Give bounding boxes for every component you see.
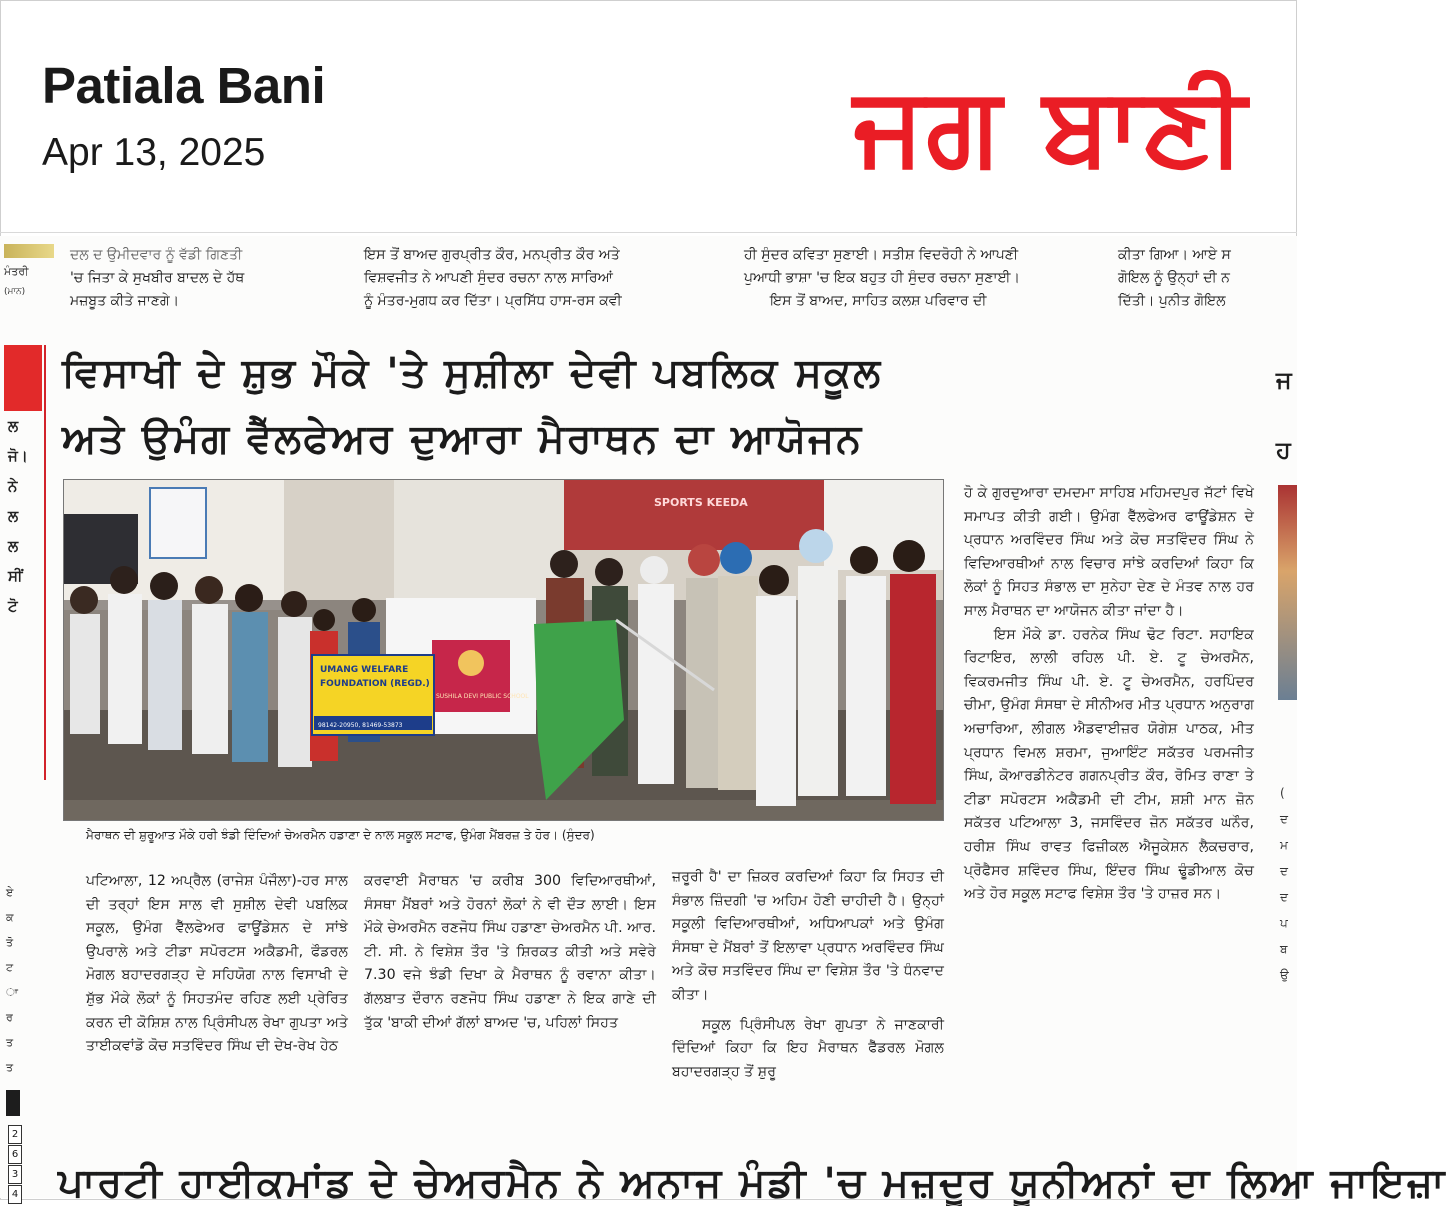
left-margin-fragments [6,880,20,1080]
article-text: ਹੋ ਕੇ ਗੁਰਦੁਆਰਾ ਦਮਦਮਾ ਸਾਹਿਬ ਮਹਿਮਦਪੁਰ ਜੱਟਾਂ ਵਿਖੇ ਸਮਾਪਤ ਕੀਤੀ ਗਈ। ਉਮੰਗ ਵੈੱਲਫੇਅਰ ਫਾਊਂਡੇਸ਼ਨ ਦੇ ਪ੍ਰਧਾਨ ਅਰਵਿੰਦਰ ਸਿੰਘ ਅਤੇ ਕੋਚ ਸਤਵਿੰਦਰ ਸਿੰਘ ਨੇ ਵਿਦਿਆਰਥੀਆਂ ਨਾਲ ਵਿਚਾਰ ਸਾਂਝੇ ਕਰਦਿਆਂ ਕਿਹਾ ਕਿ ਲੋਕਾਂ ਨੂੰ ਸਿਹਤ ਸੰਭਾਲ ਦਾ ਸੁਨੇਹਾ ਦੇਣ ਦੇ ਮੰਤਵ ਨਾਲ ਹਰ ਸਾਲ ਮੈਰਾਥਨ ਦਾ ਆਯੋਜਨ ਕੀਤਾ ਜਾਂਦਾ ਹੈ। [964,485,1254,619]
building-middle [394,480,564,600]
sports-banner-text: SPORTS KEEDA [654,496,748,509]
strip-word: ਸੀਂ [8,567,23,585]
text-line: ਇਸ ਤੋਂ ਬਾਅਦ, ਸਾਹਿਤ ਕਲਸ਼ ਪਰਿਵਾਰ ਦੀ [770,293,987,309]
margin-char: ਾ [6,986,18,999]
page-number: 2 [8,1125,22,1144]
margin-char: ਰ [6,1011,13,1024]
page-number: 4 [8,1185,22,1204]
photo-caption: ਮੈਰਾਥਨ ਦੀ ਸ਼ੁਰੂਆਤ ਮੌਕੇ ਹਰੀ ਝੰਡੀ ਦਿੰਦਿਆਂ ਚੇਅਰਮੈਨ ਹਡਾਣਾ ਦੇ ਨਾਲ ਸਕੂਲ ਸਟਾਫ, ਉਮੰਗ ਮੈਂਬਰਜ਼ ਤੇ ਹੋਰ। (ਸੁੰਦਰ) [86,828,595,842]
side-label-line: ਮੰਤਰੀ [4,265,29,278]
article-text: ਸਕੂਲ ਪ੍ਰਿੰਸੀਪਲ ਰੇਖਾ ਗੁਪਤਾ ਨੇ ਜਾਣਕਾਰੀ ਦਿੰਦਿਆਂ ਕਿਹਾ ਕਿ ਇਹ ਮੈਰਾਥਨ ਫੈੱਡਰਲ ਮੋਗਲ ਬਹਾਦਰਗੜ੍ਹ ਤੋਂ ਸ਼ੁਰੂ [672,1016,944,1080]
sports-banner [564,480,824,550]
strip-word: ਜੋ। [8,447,28,465]
margin-char: ਪ [1280,916,1288,930]
side-photo-fragment [4,244,54,258]
margin-char: ( [1280,786,1285,800]
newspaper-masthead-logo: ਜਗ ਬਾਣੀ [853,64,1248,189]
publication-date: Apr 13, 2025 [42,131,266,174]
strip-word: ਲ [8,507,19,525]
text-line: ਪੁਆਧੀ ਭਾਸ਼ਾ 'ਚ ਇਕ ਬਹੁਤ ਹੀ ਸੁੰਦਰ ਰਚਨਾ ਸੁਣਾਈ। [744,270,1020,286]
page-number: 6 [8,1145,22,1164]
right-adjacent-photo [1278,485,1297,700]
umang-banner-line-2: FOUNDATION (REGD.) [320,679,430,689]
right-adjacent-article-strip [1276,345,1297,485]
margin-char: ਟ [6,961,14,974]
building-right [824,480,943,570]
article-text: ਇਸ ਮੌਕੇ ਡਾ. ਹਰਨੇਕ ਸਿੰਘ ਢੋਟ ਰਿਟਾ. ਸਹਾਇਕ ਰਿਟਾਇਰ, ਲਾਲੀ ਰਹਿਲ ਪੀ. ਏ. ਟੂ ਚੇਅਰਮੈਨ, ਵਿਕਰਮਜੀਤ ਸਿੰਘ ਪੀ. ਏ. ਟੂ ਚੇਅਰਮੈਨ, ਹਰਪਿੰਦਰ ਚੀਮਾ, ਉਮੰਗ ਸੰਸਥਾ ਦੇ ਸੀਨੀਅਰ ਮੀਤ ਪ੍ਰਧਾਨ ਅਨੁਰਾਗ ਅਚਾਰਿਆ, ਲੀਗਲ ਐਡਵਾਈਜ਼ਰ ਯੋਗੇਸ਼ ਪਾਠਕ, ਮੀਤ ਪ੍ਰਧਾਨ ਵਿਮਲ ਸ਼ਰਮਾ, ਜੁਆਇੰਟ ਸਕੱਤਰ ਪਰਮਜੀਤ ਸਿੰਘ, ਕੋਆਰਡੀਨੇਟਰ ਗਗਨਪ੍ਰੀਤ ਕੌਰ, ਰੋਮਿਤ ਰਾਣਾ ਤੇ ਟੀਡਾ ਸਪੋਰਟਸ ਅਕੈਡਮੀ ਦੀ ਟੀਮ, ਸ਼ਸ਼ੀ ਮਾਨ ਜ਼ੋਨ ਸਕੱਤਰ ਪਟਿਆਲਾ 3, ਜਸਵਿੰਦਰ ਜ਼ੋਨ ਸਕੱਤਰ ਘਨੌਰ, ਹਰੀਸ਼ ਸਿੰਘ ਰਾਵਤ ਫਿਜ਼ੀਕਲ ਐਜੂਕੇਸ਼ਨ ਲੈਕਚਰਾਰ, ਪ੍ਰੋਫੈਸਰ ਸ਼ਵਿੰਦਰ ਸਿੰਘ, ਇੰਦਰ ਸਿੰਘ ਢੂੰਡੀਆਲ ਕੋਚ ਅਤੇ ਹੋਰ ਸਕੂਲ ਸਟਾਫ ਵਿਸ਼ੇਸ਼ ਤੌਰ 'ਤੇ ਹਾਜ਼ਰ ਸਨ। [964,626,1254,903]
headline-line-1: ਵਿਸਾਖੀ ਦੇ ਸ਼ੁਭ ਮੌਕੇ 'ਤੇ ਸੁਸ਼ੀਲਾ ਦੇਵੀ ਪਬਲਿਕ ਸਕੂਲ [62,350,883,396]
previous-article-column-4 [1118,244,1288,313]
text-line: ਗੋਇਲ ਨੂੰ ਉਨ੍ਹਾਂ ਦੀ ਨ [1118,270,1230,286]
school-logo [458,650,484,676]
margin-char: ਮ [1280,838,1288,852]
margin-char: ਤ [6,1061,14,1074]
page-number-boxes [8,1125,22,1205]
headline-line-2: ਅਤੇ ਉਮੰਗ ਵੈੱਲਫੇਅਰ ਦੁਆਰਾ ਮੈਰਾਥਨ ਦਾ ਆਯੋਜਨ [62,416,864,462]
margin-char: ਏ [6,886,14,899]
previous-article-column-3 [744,244,1098,313]
red-accent-block [4,345,42,411]
previous-article-side-label [4,262,28,302]
side-label-line: (ਮਾਨ) [4,287,26,297]
text-line: ਵਿਸ਼ਵਜੀਤ ਨੇ ਆਪਣੀ ਸੁੰਦਰ ਰਚਨਾ ਨਾਲ ਸਾਰਿਆਂ [364,270,613,286]
margin-char: ਦ [1280,890,1288,904]
page-number: 3 [8,1165,22,1184]
text-line: ਇਸ ਤੋਂ ਬਾਅਦ ਗੁਰਪ੍ਰੀਤ ਕੌਰ, ਮਨਪ੍ਰੀਤ ਕੌਰ ਅਤੇ [364,247,620,263]
article-text: ਕਰਵਾਈ ਮੈਰਾਥਨ 'ਚ ਕਰੀਬ 300 ਵਿਦਿਆਰਥੀਆਂ, ਸੰਸਥਾ ਮੈਂਬਰਾਂ ਅਤੇ ਹੋਰਨਾਂ ਲੋਕਾਂ ਨੇ ਵੀ ਦੌੜ ਲਾਈ। ਇਸ ਮੌਕੇ ਚੇਅਰਮੈਨ ਰਣਜੋਧ ਸਿੰਘ ਹਡਾਣਾ ਚੇਅਰਮੈਨ ਪੀ. ਆਰ. ਟੀ. ਸੀ. ਨੇ ਵਿਸ਼ੇਸ਼ ਤੌਰ 'ਤੇ ਸ਼ਿਰਕਤ ਕੀਤੀ ਅਤੇ ਸਵੇਰੇ 7.30 ਵਜੇ ਝੰਡੀ ਦਿਖਾ ਕੇ ਮੈਰਾਥਨ ਨੂੰ ਰਵਾਨਾ ਕੀਤਾ। ਗੱਲਬਾਤ ਦੌਰਾਨ ਰਣਜੋਧ ਸਿੰਘ ਹਡਾਣਾ ਨੇ ਇਕ ਗਾਣੇ ਦੀ ਤੁੱਕ 'ਬਾਕੀ ਦੀਆਂ ਗੱਲਾਂ ਬਾਅਦ 'ਚ, ਪਹਿਲਾਂ ਸਿਹਤ [364,873,656,1031]
strip-word: ਹ [1276,436,1291,464]
margin-char: ਤੋ [6,936,14,949]
left-adjacent-article-strip [4,345,46,780]
right-margin-fragments [1280,780,1296,988]
article-column-1 [86,870,348,1150]
article-text: ਜ਼ਰੂਰੀ ਹੈ' ਦਾ ਜ਼ਿਕਰ ਕਰਦਿਆਂ ਕਿਹਾ ਕਿ ਸਿਹਤ ਦੀ ਸੰਭਾਲ ਜ਼ਿੰਦਗੀ 'ਚ ਅਹਿਮ ਹੋਣੀ ਚਾਹੀਦੀ ਹੈ। ਉਨ੍ਹਾਂ ਸਕੂਲੀ ਵਿਦਿਆਰਥੀਆਂ, ਅਧਿਆਪਕਾਂ ਅਤੇ ਉਮੰਗ ਸੰਸਥਾ ਦੇ ਮੈਂਬਰਾਂ ਤੋਂ ਇਲਾਵਾ ਪ੍ਰਧਾਨ ਅਰਵਿੰਦਰ ਸਿੰਘ ਅਤੇ ਕੋਚ ਸਤਵਿੰਦਰ ਸਿੰਘ ਦਾ ਵਿਸ਼ੇਸ਼ ਤੌਰ 'ਤੇ ਧੰਨਵਾਦ ਕੀਤਾ। [672,869,944,1003]
header-divider [0,232,1297,233]
article-column-4 [964,482,1254,1144]
text-line: ਮਜ਼ਬੂਤ ਕੀਤੇ ਜਾਣਗੇ। [70,293,180,309]
margin-char: ਤ [6,1036,14,1049]
strip-word: ਜ [1276,366,1292,394]
text-line: ਕੀਤਾ ਗਿਆ। ਆਏ ਸ [1118,247,1231,263]
edition-name: Patiala Bani [42,57,326,114]
school-banner-text: SUSHILA DEVI PUBLIC SCHOOL [436,693,529,700]
margin-char: ਬ [1280,942,1288,956]
margin-char: ਕ [6,911,14,924]
text-line: ਹੀ ਸੁੰਦਰ ਕਵਿਤਾ ਸੁਣਾਈ। ਸਤੀਸ਼ ਵਿਦਰੋਹੀ ਨੇ ਆਪਣੀ [744,247,1019,263]
article-column-3 [672,866,944,1150]
marathon-photo [63,479,944,821]
margin-char: ਉ [1280,968,1289,982]
umang-banner-phone: 98142-20950, 81469-53873 [318,722,403,729]
strip-word: ਲ [8,537,19,555]
text-line: ਦਲ ਦ ਉਮੀਦਵਾਰ ਨੂੰ ਵੱਡੀ ਗਿਣਤੀ [70,247,243,263]
photo-illustration [64,480,943,820]
margin-char: ਦ [1280,864,1288,878]
strip-word: ਟੋ [8,597,18,615]
article-text: ਪਟਿਆਲਾ, 12 ਅਪ੍ਰੈਲ (ਰਾਜੇਸ਼ ਪੰਜੌਲਾ)-ਹਰ ਸਾਲ ਦੀ ਤਰ੍ਹਾਂ ਇਸ ਸਾਲ ਵੀ ਸੁਸ਼ੀਲ ਦੇਵੀ ਪਬਲਿਕ ਸਕੂਲ, ਉਮੰਗ ਵੈੱਲਫੇਅਰ ਫਾਊਂਡੇਸ਼ਨ ਦੇ ਸਾਂਝੇ ਉਪਰਾਲੇ ਅਤੇ ਟੀਡਾ ਸਪੋਰਟਸ ਅਕੈਡਮੀ, ਫੌਡਰਲ ਮੋਗਲ ਬਹਾਦਰਗੜ੍ਹ ਦੇ ਸਹਿਯੋਗ ਨਾਲ ਵਿਸਾਖੀ ਦੇ ਸ਼ੁੱਭ ਮੌਕੇ ਲੋਕਾਂ ਨੂੰ ਸਿਹਤਮੰਦ ਰਹਿਣ ਲਈ ਪ੍ਰੇਰਿਤ ਕਰਨ ਦੀ ਕੋਸ਼ਿਸ਼ ਨਾਲ ਪ੍ਰਿੰਸੀਪਲ ਰੇਖਾ ਗੁਪਤਾ ਅਤੇ ਤਾਈਕਵਾਂਡੋ ਕੋਚ ਸਤਵਿੰਦਰ ਸਿੰਘ ਦੀ ਦੇਖ-ਰੇਖ ਹੇਠ [86,873,348,1055]
strip-word: ਲ [8,417,19,435]
notice-board [150,488,206,558]
umang-banner-line-1: UMANG WELFARE [320,665,409,675]
margin-char: ਦ [1280,812,1288,826]
strip-word: ਨੇ [8,477,18,495]
article-column-2 [364,870,656,1150]
previous-article-column-1 [70,244,355,313]
left-black-marker [6,1090,20,1116]
text-line: 'ਚ ਜਿਤਾ ਕੇ ਸੁਖਬੀਰ ਬਾਦਲ ਦੇ ਹੱਥ [70,270,245,286]
previous-article-column-2 [364,244,720,313]
text-line: ਦਿੱਤੀ। ਪੁਨੀਤ ਗੋਇਲ [1118,293,1226,309]
text-line: ਨੂੰ ਮੰਤਰ-ਮੁਗਧ ਕਰ ਦਿੱਤਾ। ਪ੍ਰਸਿੱਧ ਹਾਸ-ਰਸ ਕਵੀ [364,293,622,309]
next-article-headline: ਪਾਰਟੀ ਹਾਈਕਮਾਂਡ ਦੇ ਚੇਅਰਮੈਨ ਨੇ ਅਨਾਜ ਮੰਡੀ 'ਚ ਮਜ਼ਦੂਰ ਯੂਨੀਅਨਾਂ ਦਾ ਲਿਆ ਜਾਇਜ਼ਾ [58,1160,1446,1206]
